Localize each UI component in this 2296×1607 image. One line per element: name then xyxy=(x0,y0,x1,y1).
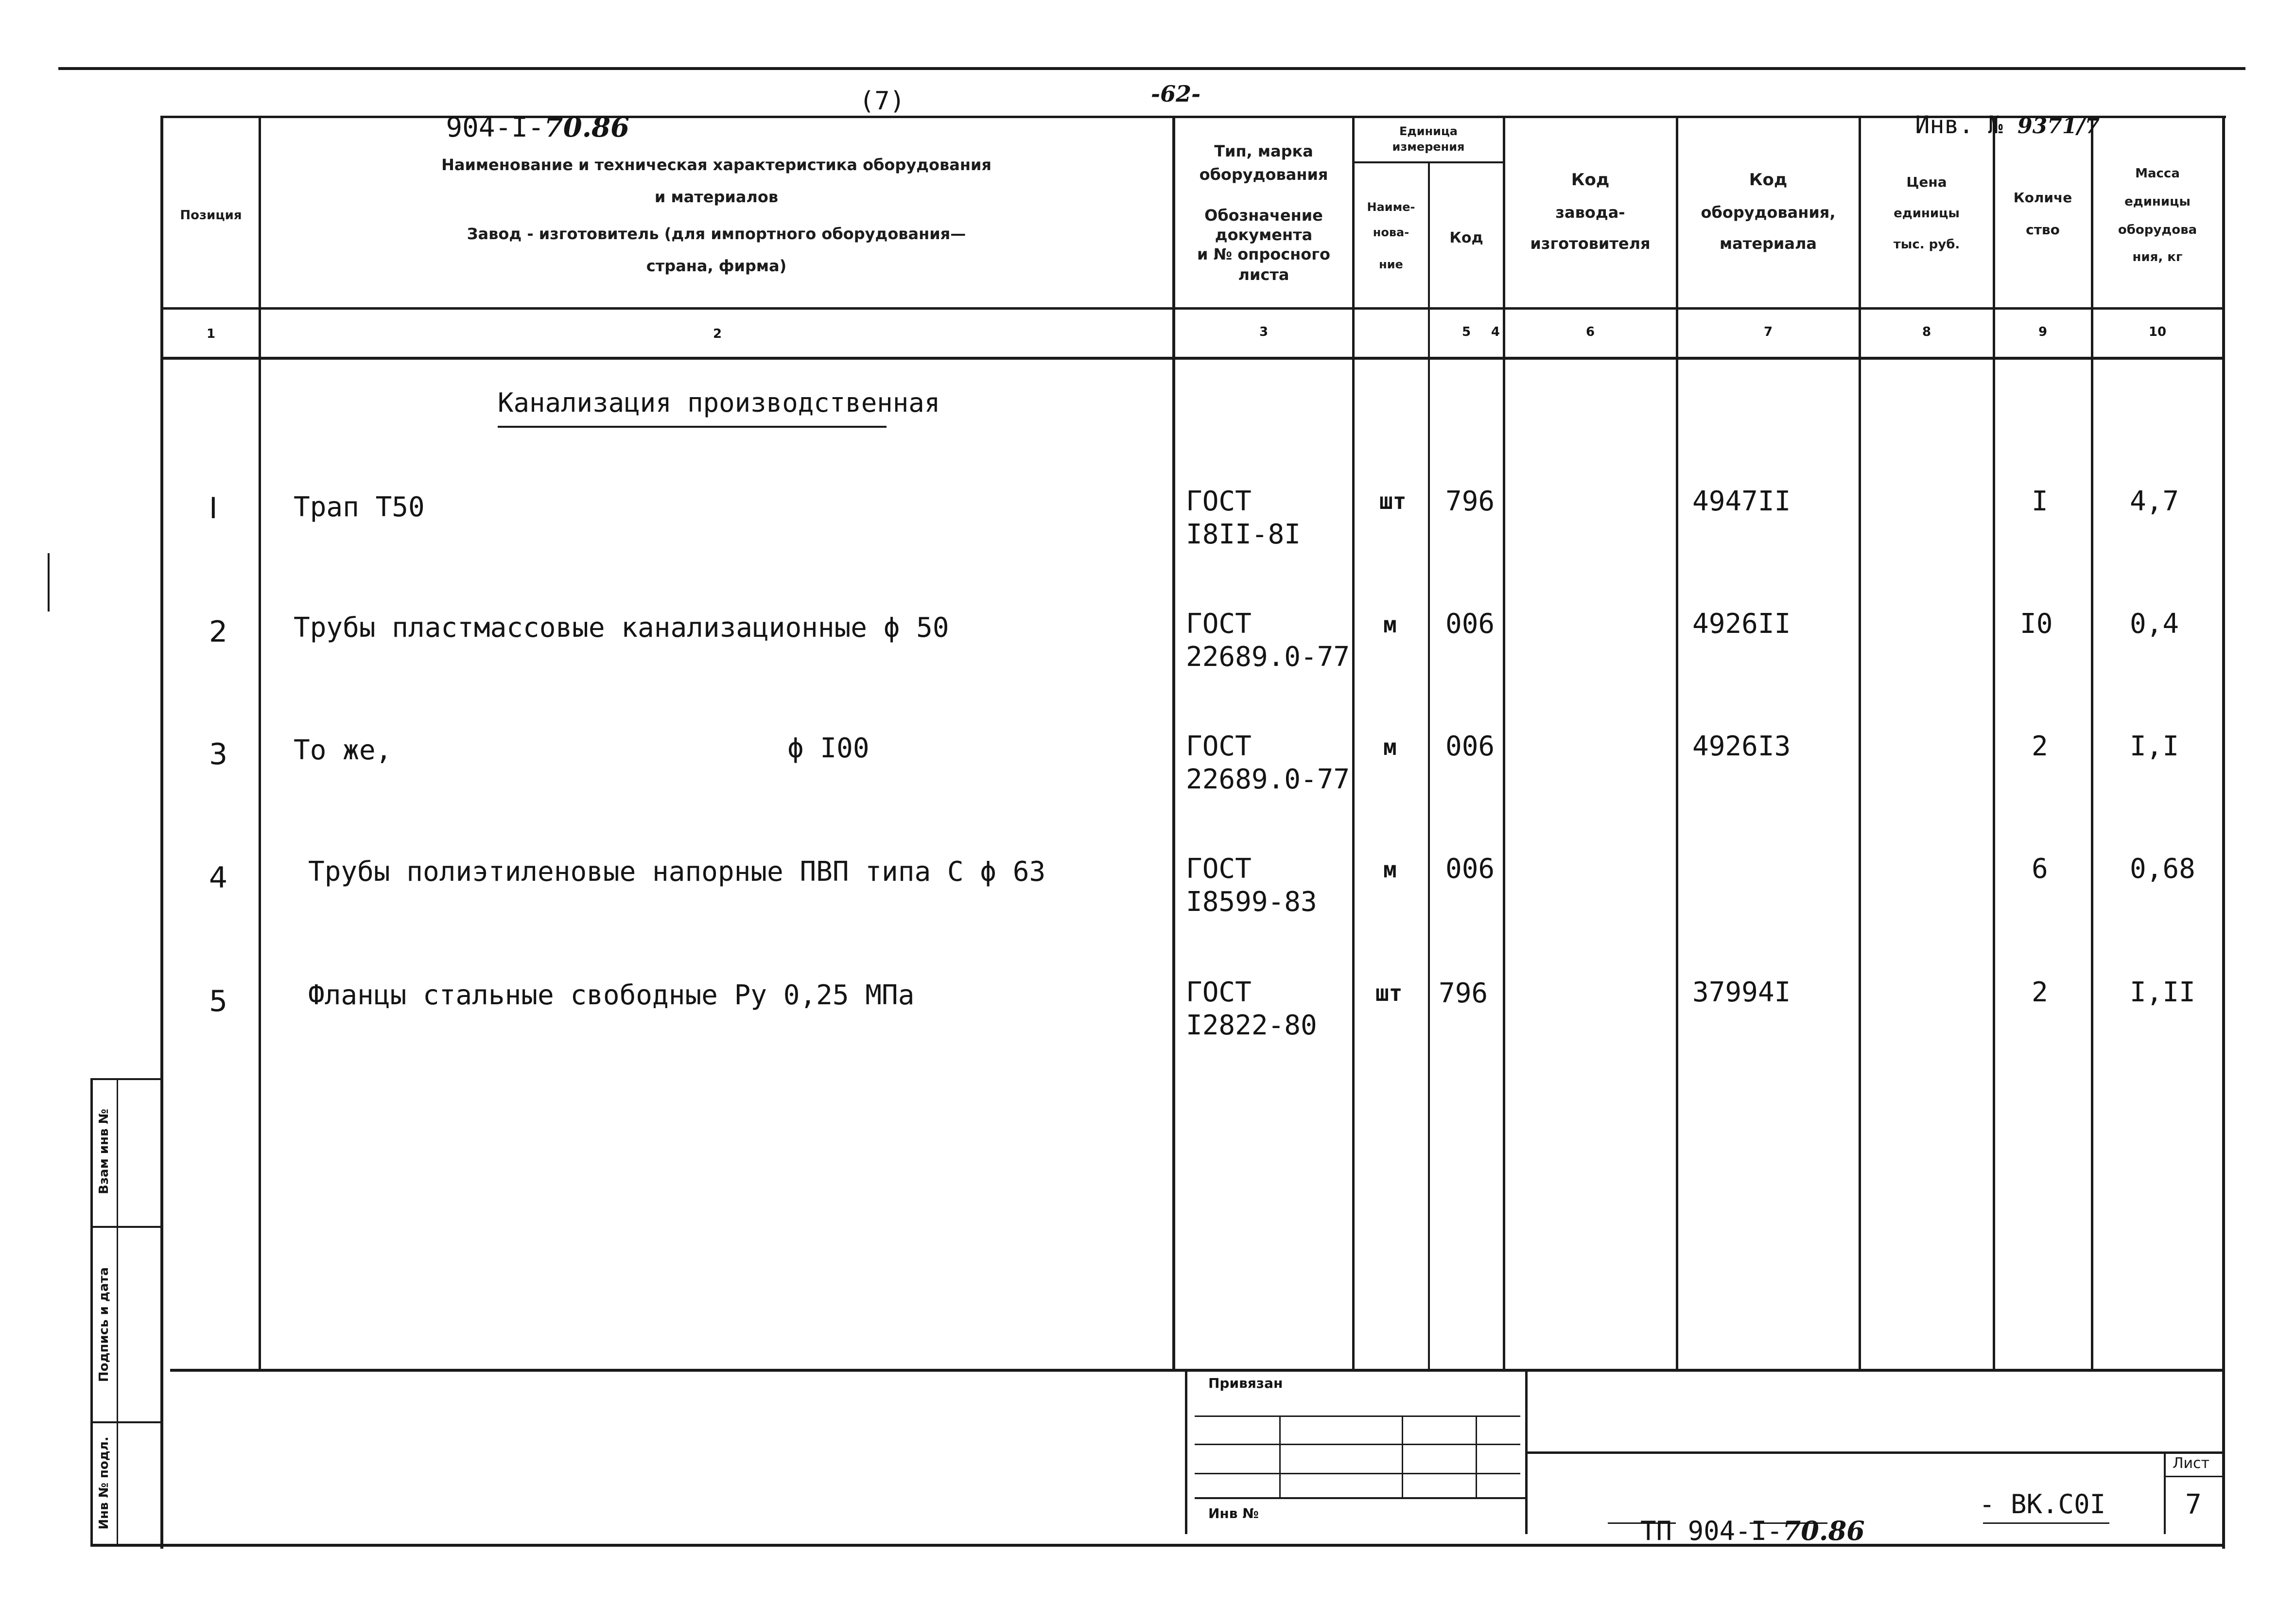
row5-name: Фланцы стальные свободные Ру 0,25 МПа xyxy=(308,979,915,1011)
col6-header-l3: изготовителя xyxy=(1530,234,1651,253)
stamp-list-box-h xyxy=(2164,1476,2225,1477)
row4-doc-l2: I8599-83 xyxy=(1186,886,1317,918)
inv-hand: 9371/7 xyxy=(2017,114,2100,139)
col7-header-l2: оборудования, xyxy=(1701,203,1836,222)
row3-name-dn: ϕ I00 xyxy=(787,733,870,764)
stamp-code-hand: 70.86 xyxy=(1782,1515,1865,1546)
stamp-privyazan: Привязан xyxy=(1208,1375,1283,1391)
col2-header-l2: и материалов xyxy=(654,188,779,206)
project-hand: 70.86 xyxy=(544,111,630,143)
col-sep-1 xyxy=(259,116,261,1370)
col4-header-l1: Наиме- xyxy=(1367,200,1415,214)
side-strip-div1 xyxy=(90,1226,162,1228)
stamp-grid-v1 xyxy=(1279,1415,1281,1498)
stamp-code-prefix: ТП 904-I- xyxy=(1640,1516,1783,1546)
col8-header-l3: тыс. руб. xyxy=(1893,237,1960,252)
row1-unit: шт xyxy=(1379,488,1407,514)
frame-top-line xyxy=(58,67,2245,70)
frame-bottom-line xyxy=(90,1544,2225,1547)
project-code xyxy=(413,87,629,141)
stamp-grid-v2 xyxy=(1402,1415,1403,1498)
stamp-inv-no: Инв № xyxy=(1208,1505,1259,1521)
col3-header-l4: документа xyxy=(1215,226,1313,244)
project-prefix: 904-I- xyxy=(446,112,544,143)
row2-quantity: I0 xyxy=(2020,608,2053,640)
col8-header-l2: единицы xyxy=(1894,206,1960,221)
col10-header-l4: ния, кг xyxy=(2132,250,2183,264)
col8-header-l1: Цена xyxy=(1906,174,1947,190)
col-number-4: 4 xyxy=(1491,325,1500,339)
row1-quantity: I xyxy=(2032,486,2048,517)
col-number-10: 10 xyxy=(2148,325,2167,339)
stamp-code-suffix: - ВК.С0I xyxy=(1979,1489,2106,1520)
sheet-paren: (7) xyxy=(859,87,905,116)
unit-header-l1: Единица xyxy=(1399,124,1458,138)
row2-mass: 0,4 xyxy=(2130,608,2179,640)
row3-doc-l2: 22689.0-77 xyxy=(1186,764,1350,795)
stamp-list-label: Лист xyxy=(2173,1455,2210,1472)
inventory-number xyxy=(1886,88,2100,137)
row3-unit: м xyxy=(1383,734,1397,760)
row5-material-code: 37994I xyxy=(1692,977,1791,1008)
row4-unit: м xyxy=(1383,856,1397,883)
col4-header-l3: ние xyxy=(1379,258,1403,271)
col-sep-8 xyxy=(1993,116,1995,1370)
row3-name: То же, xyxy=(294,734,392,766)
stamp-list-number: 7 xyxy=(2185,1489,2202,1520)
col-number-5: 5 xyxy=(1461,325,1471,339)
row1-position: I xyxy=(209,491,218,525)
section-title-underline xyxy=(498,426,887,428)
row4-doc-l1: ГОСТ xyxy=(1186,853,1252,885)
unit-sub-line xyxy=(1352,161,1503,163)
row3-code: 006 xyxy=(1445,731,1495,762)
col3-header-l2: оборудования xyxy=(1199,165,1328,184)
col6-header-l2: завода- xyxy=(1555,203,1625,222)
col-sep-9 xyxy=(2091,116,2093,1370)
header-bottom-line xyxy=(160,307,2225,310)
col-number-2: 2 xyxy=(713,327,722,341)
unit-header-l2: измерения xyxy=(1392,140,1465,154)
col7-header-l1: Код xyxy=(1749,170,1788,190)
col7-header-l3: материала xyxy=(1720,234,1817,253)
row5-mass: I,II xyxy=(2130,977,2195,1008)
stamp-left-box xyxy=(1185,1369,1187,1534)
col10-header-l2: единицы xyxy=(2124,194,2191,209)
row2-doc-l1: ГОСТ xyxy=(1186,608,1252,640)
row5-quantity: 2 xyxy=(2032,977,2048,1008)
stamp-grid-h1 xyxy=(1195,1415,1520,1417)
col1-header: Позиция xyxy=(180,208,242,223)
numrow-bottom-line xyxy=(160,357,2225,360)
row2-position: 2 xyxy=(209,615,228,649)
col-number-8: 8 xyxy=(1922,325,1931,339)
col-number-6: 6 xyxy=(1585,325,1595,339)
row3-material-code: 4926I3 xyxy=(1692,731,1791,762)
row1-material-code: 4947II xyxy=(1692,486,1791,517)
row4-position: 4 xyxy=(209,861,228,895)
col4-header-l2: нова- xyxy=(1373,226,1409,239)
stamp-list-box-l xyxy=(2164,1451,2166,1534)
section-title: Канализация производственная xyxy=(498,387,940,418)
stamp-grid-v3 xyxy=(1476,1415,1477,1498)
row5-position: 5 xyxy=(209,984,228,1018)
col2-header-l1: Наименование и техническая характеристика оборудования xyxy=(441,156,991,174)
col-number-7: 7 xyxy=(1763,325,1773,339)
inv-label: Инв. № xyxy=(1915,111,2003,139)
stamp-code-underline-3 xyxy=(1983,1522,2109,1524)
row4-mass: 0,68 xyxy=(2130,853,2195,885)
col10-header-l3: оборудова xyxy=(2118,223,2197,237)
col5-header: Код xyxy=(1449,229,1483,246)
col9-header-l1: Количе xyxy=(2013,190,2072,206)
row3-position: 3 xyxy=(209,737,228,771)
row3-doc-l1: ГОСТ xyxy=(1186,731,1252,762)
col-sep-2 xyxy=(1172,116,1175,1370)
side-label-inv-podl: Инв № подл. xyxy=(97,1436,111,1530)
col-sep-5 xyxy=(1503,116,1505,1370)
frame-right-line xyxy=(2222,116,2225,1549)
margin-mark xyxy=(48,553,50,611)
stamp-top-line xyxy=(170,1369,2225,1372)
row5-doc-l2: I2822-80 xyxy=(1186,1010,1317,1041)
col-sep-7 xyxy=(1859,116,1861,1370)
col3-header-l3: Обозначение xyxy=(1204,206,1323,225)
stamp-grid-h2 xyxy=(1195,1444,1520,1445)
col6-header-l1: Код xyxy=(1571,170,1610,190)
row1-mass: 4,7 xyxy=(2130,486,2179,517)
row2-doc-l2: 22689.0-77 xyxy=(1186,641,1350,673)
row1-doc-l1: ГОСТ xyxy=(1186,486,1252,517)
row5-unit: шт xyxy=(1375,980,1403,1006)
row1-name: Трап Т50 xyxy=(294,491,425,523)
row3-quantity: 2 xyxy=(2032,731,2048,762)
row4-name: Трубы полиэтиленовые напорные ПВП типа С ϕ 63 xyxy=(308,856,1046,888)
row5-doc-l1: ГОСТ xyxy=(1186,977,1252,1008)
col-sep-4 xyxy=(1428,161,1430,1370)
col3-header-l1: Тип, марка xyxy=(1214,142,1313,160)
col2-header-l3: Завод - изготовитель (для импортного оборудования— xyxy=(467,225,966,243)
row4-code: 006 xyxy=(1445,853,1495,885)
stamp-title-line xyxy=(1525,1451,2225,1454)
col10-header-l1: Масса xyxy=(2135,166,2180,181)
col2-header-l4: страна, фирма) xyxy=(646,257,787,275)
row1-code: 796 xyxy=(1445,486,1495,517)
side-strip-inner xyxy=(117,1078,118,1547)
col-sep-3 xyxy=(1352,116,1355,1370)
col3-header-l6: листа xyxy=(1238,265,1289,284)
col3-header-l5: и № опросного xyxy=(1197,245,1330,263)
row2-name: Трубы пластмассовые канализационные ϕ 50 xyxy=(294,612,949,644)
row2-unit: м xyxy=(1383,611,1397,638)
row2-code: 006 xyxy=(1445,608,1495,640)
row2-material-code: 4926II xyxy=(1692,608,1791,640)
side-label-podpis: Подпись и дата xyxy=(97,1267,111,1382)
page-number: -62- xyxy=(1151,81,1201,107)
col-number-3: 3 xyxy=(1259,325,1269,339)
col-sep-6 xyxy=(1676,116,1678,1370)
side-label-vzam: Взам инв № xyxy=(97,1109,111,1194)
row3-mass: I,I xyxy=(2130,731,2179,762)
stamp-document-code xyxy=(1609,1491,1865,1544)
col-number-9: 9 xyxy=(2038,325,2048,339)
col-number-1: 1 xyxy=(206,327,216,341)
stamp-grid-h3 xyxy=(1195,1473,1520,1474)
side-strip-left xyxy=(90,1078,93,1547)
row5-code: 796 xyxy=(1439,978,1488,1009)
col9-header-l2: ство xyxy=(2026,222,2060,238)
row4-quantity: 6 xyxy=(2032,853,2048,885)
row1-doc-l2: I8II-8I xyxy=(1186,519,1301,550)
